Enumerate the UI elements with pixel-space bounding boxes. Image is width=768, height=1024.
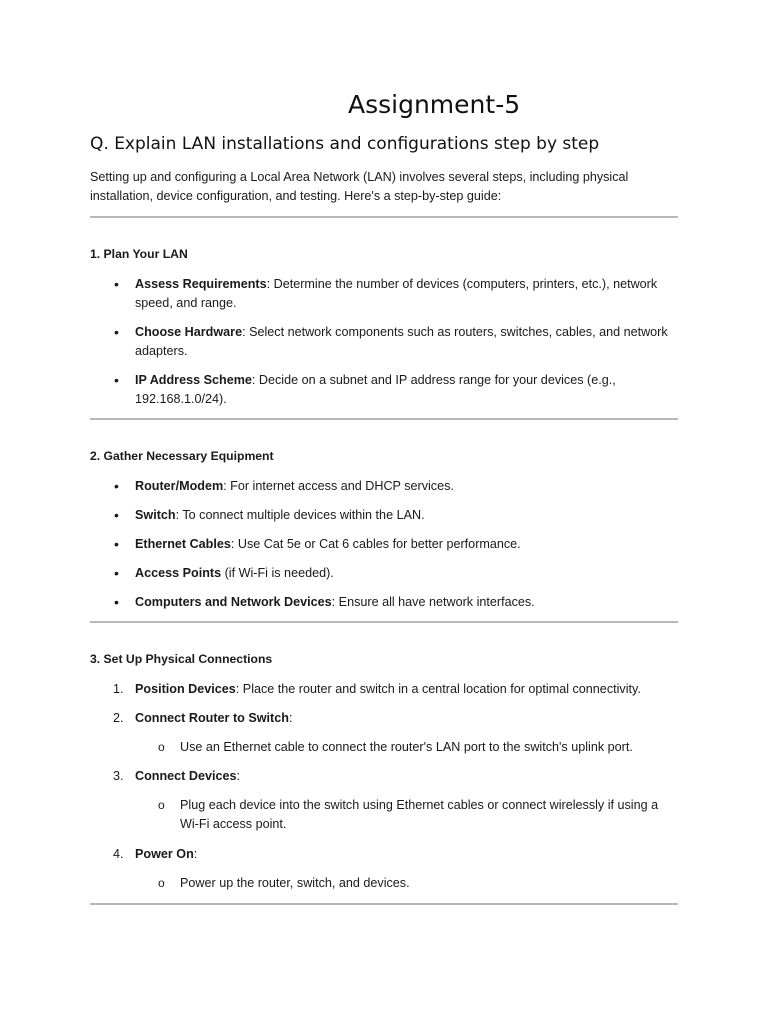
- circle-bullet-marker: o: [158, 798, 165, 812]
- sub-item-text: Power up the router, switch, and devices.: [180, 876, 410, 890]
- item-label: Switch: [135, 508, 176, 522]
- list-item: [114, 506, 675, 525]
- question-heading: Q. Explain LAN installations and configurations step by step: [90, 134, 600, 154]
- bullet-marker: •: [114, 536, 119, 552]
- item-label: Computers and Network Devices: [135, 595, 332, 609]
- number-marker: 3.: [113, 769, 124, 783]
- item-text: : Ensure all have network interfaces.: [331, 595, 535, 609]
- number-marker: 4.: [113, 847, 124, 861]
- list-item: [114, 564, 675, 583]
- item-label: Assess Requirements: [135, 277, 267, 291]
- item-text: : For internet access and DHCP services.: [223, 479, 454, 493]
- item-text: : Place the router and switch in a central location for optimal connectivity.: [235, 682, 641, 696]
- list-item: [114, 477, 675, 496]
- number-marker: 2.: [113, 711, 124, 725]
- item-text: : Use Cat 5e or Cat 6 cables for better performance.: [230, 537, 521, 551]
- item-label: Access Points: [135, 566, 222, 580]
- section-heading: 2. Gather Necessary Equipment: [90, 449, 274, 463]
- number-marker: 1.: [113, 682, 124, 696]
- list-item: [114, 275, 675, 313]
- divider: [90, 216, 678, 218]
- item-label: Position Devices: [135, 682, 236, 696]
- bullet-marker: •: [114, 565, 119, 581]
- item-text: (if Wi-Fi is needed).: [221, 566, 334, 580]
- section-heading: 3. Set Up Physical Connections: [90, 652, 273, 666]
- bullet-marker: •: [114, 276, 119, 292]
- item-label: Connect Router to Switch: [135, 711, 289, 725]
- sub-list-item: [158, 796, 670, 834]
- item-text: :: [288, 711, 293, 725]
- item-label: Ethernet Cables: [135, 537, 231, 551]
- list-item: [114, 371, 675, 409]
- item-label: Power On: [135, 847, 194, 861]
- intro-paragraph: Setting up and configuring a Local Area Network (LAN) involves several steps, including physical installation, device configuration, and testing. Here's a step-by-step guide:: [90, 170, 629, 203]
- item-label: Connect Devices: [135, 769, 237, 783]
- document-title: Assignment-5: [348, 90, 521, 119]
- item-text: :: [236, 769, 240, 783]
- circle-bullet-marker: o: [158, 740, 165, 754]
- section-heading: 1. Plan Your LAN: [90, 247, 188, 261]
- list-item: [113, 845, 675, 864]
- bullet-marker: •: [114, 594, 119, 610]
- item-text: :: [193, 847, 198, 861]
- list-item: [113, 767, 675, 786]
- bullet-marker: •: [114, 372, 119, 388]
- item-text: : Select network components such as routers, switches, cables, and network adapters.: [135, 325, 668, 358]
- divider: [90, 418, 678, 420]
- divider: [90, 621, 678, 623]
- item-text: : To connect multiple devices within the LAN.: [175, 508, 425, 522]
- list-item: [114, 535, 675, 554]
- sub-item-text: Plug each device into the switch using Ethernet cables or connect wirelessly if using a Wi-Fi access point.: [180, 798, 659, 831]
- sub-item-text: Use an Ethernet cable to connect the router's LAN port to the switch's uplink port.: [180, 740, 633, 754]
- list-item: [113, 680, 675, 699]
- list-item: [114, 323, 675, 361]
- item-label: Router/Modem: [135, 479, 224, 493]
- item-text: : Decide on a subnet and IP address range for your devices (e.g., 192.168.1.0/24).: [135, 373, 616, 406]
- list-item: [113, 709, 675, 728]
- bullet-marker: •: [114, 478, 119, 494]
- circle-bullet-marker: o: [158, 876, 165, 890]
- bullet-marker: •: [114, 507, 119, 523]
- item-label: IP Address Scheme: [135, 373, 252, 387]
- sub-list-item: [158, 738, 670, 757]
- sub-list-item: [158, 874, 670, 893]
- divider: [90, 903, 678, 905]
- list-item: [114, 593, 675, 612]
- item-text: : Determine the number of devices (computers, printers, etc.), network speed, and range.: [135, 277, 658, 310]
- bullet-marker: •: [114, 324, 119, 340]
- item-label: Choose Hardware: [135, 325, 243, 339]
